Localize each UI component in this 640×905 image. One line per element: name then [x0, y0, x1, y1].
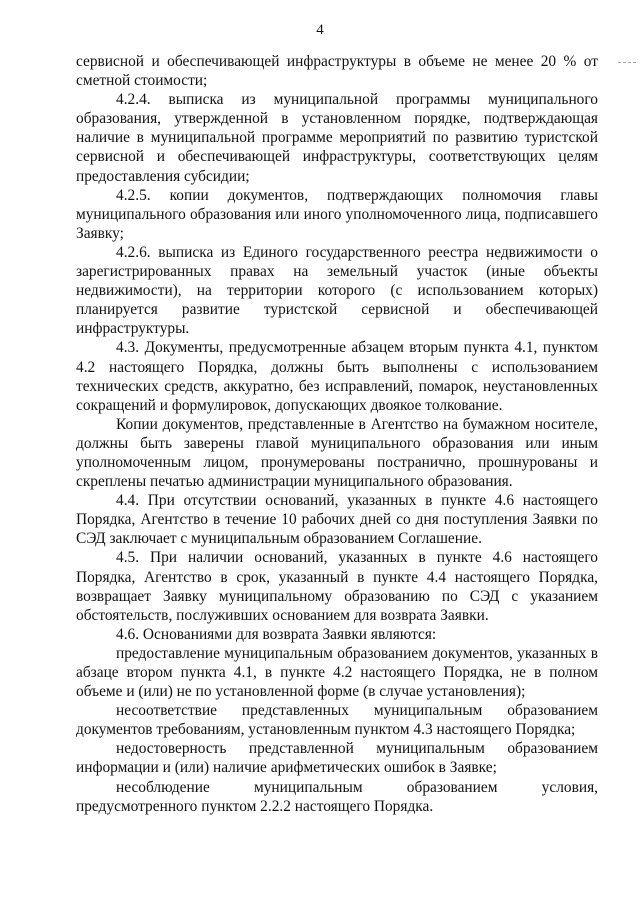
paragraph-4-2-4: 4.2.4. выписка из муниципальной программы муниципального образования, утвержденной в установленном порядке, подтверждающая наличие в муниципальной программе мероприятий по развитию туристской сервисной и обеспечивающей инфраструктуры, соответствующих целям предоставления субсидии;	[76, 91, 598, 185]
paragraph-4-2-5: 4.2.5. копии документов, подтверждающих полномочия главы муниципального образования или иного уполномоченного лица, подписавшего Заявку;	[76, 186, 598, 242]
paragraph-4-2-6: 4.2.6. выписка из Единого государственного реестра недвижимости о зарегистрированных правах на земельный участок (иные объекты недвижимости), на территории которого (с использованием которых) планируется развитие туристской сервисной и обеспечивающей инфраструктуры.	[76, 243, 598, 338]
paragraph-4-5: 4.5. При наличии оснований, указанных в пункте 4.6 настоящего Порядка, Агентство в срок, указанный в пункте 4.4 настоящего Порядка, возвращает Заявку муниципальному образованию по СЭД с указанием обстоятельств, послуживших основанием для возврата Заявки.	[76, 549, 598, 624]
paragraph-4-6: 4.6. Основаниями для возврата Заявки являются:	[116, 625, 437, 643]
list-item-grounds-1: предоставление муниципальным образованием документов, указанных в абзаце втором пункта 4.1, в пункте 4.2 настоящего Порядка, не в полном объеме и (или) не по установленной форме (в случае установления);	[76, 644, 598, 701]
paragraph-continuation: сервисной и обеспечивающей инфраструктуры в объеме не менее 20 % от сметной стоимости;	[76, 53, 598, 90]
list-item-grounds-4: несоблюдение муниципальным образованием условия, предусмотренного пунктом 2.2.2 настоящего Порядка.	[76, 778, 598, 815]
list-item-grounds-3: недостоверность представленной муниципальным образованием информации и (или) наличие арифметических ошибок в Заявке;	[76, 740, 598, 777]
document-body	[76, 52, 598, 816]
list-item-grounds-2: несоответствие представленных муниципальным образованием документов требованиям, установленным пунктом 4.3 настоящего Порядка;	[76, 702, 598, 739]
page-number: 4	[316, 22, 324, 38]
scan-edge-mark	[618, 62, 636, 63]
paragraph-copies: Копии документов, представленные в Агентство на бумажном носителе, должны быть заверены главой муниципального образования или иным уполномоченным лицом, пронумерованы постранично, прошнурованы и скреплены печатью администрации муниципального образования.	[76, 415, 598, 491]
paragraph-4-3: 4.3. Документы, предусмотренные абзацем вторым пункта 4.1, пунктом 4.2 настоящего Порядка, должны быть выполнены с использованием технических средств, аккуратно, без исправлений, помарок, неустановленных сокращений и формулировок, допускающих двоякое толкование.	[76, 339, 598, 414]
paragraph-4-4: 4.4. При отсутствии оснований, указанных в пункте 4.6 настоящего Порядка, Агентство в течение 10 рабочих дней со дня поступления Заявки по СЭД заключает с муниципальным образованием Соглашение.	[76, 492, 598, 548]
